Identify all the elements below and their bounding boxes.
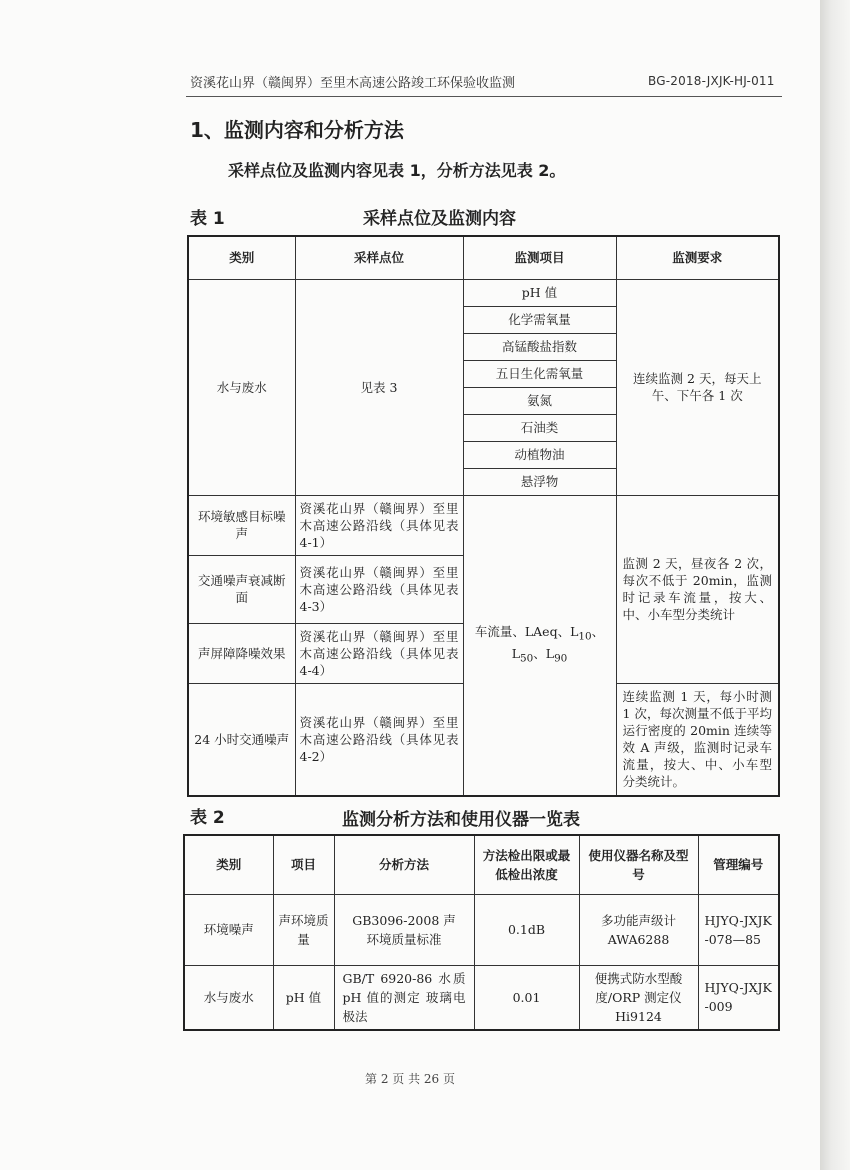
item-cell: 氨氮 — [463, 387, 616, 414]
point-cell: 资溪花山界（赣闽界）至里木高速公路沿线（具体见表 4-3） — [295, 555, 463, 623]
table-header-row — [188, 236, 779, 279]
point-cell: 资溪花山界（赣闽界）至里木高速公路沿线（具体见表 4-2） — [295, 683, 463, 796]
table2-number: 表 2 — [190, 808, 225, 828]
code-cell: HJYQ-JXJK-078—85 — [698, 894, 779, 965]
requirement-cell: 监测 2 天，昼夜各 2 次，每次不低于 20min，监测时记录车流量，按大、中、小车型分类统计 — [616, 495, 779, 683]
separator: 、 — [591, 623, 605, 639]
table-row — [188, 495, 779, 555]
table-row — [184, 894, 779, 965]
category-cell: 水与废水 — [184, 965, 273, 1030]
table1-title: 采样点位及监测内容 — [363, 209, 516, 229]
point-cell: 资溪花山界（赣闽界）至里木高速公路沿线（具体见表 4-4） — [295, 623, 463, 683]
item-cell: 五日生化需氧量 — [463, 360, 616, 387]
method-cell: GB3096-2008 声环境质量标准 — [334, 894, 474, 965]
table-row — [188, 279, 779, 306]
subscript: 50 — [520, 652, 534, 665]
noise-item-cell — [463, 495, 616, 796]
table-row — [184, 965, 779, 1030]
col-header: 使用仪器名称及型号 — [579, 835, 698, 894]
requirement-cell: 连续监测 2 天，每天上午、下午各 1 次 — [616, 279, 779, 495]
noise-item-text: 车流量、LAeq、L — [474, 623, 579, 639]
table2-title: 监测分析方法和使用仪器一览表 — [342, 810, 580, 830]
item-cell: 化学需氧量 — [463, 306, 616, 333]
page-footer: 第 2 页 共 26 页 — [365, 1072, 455, 1086]
item-cell: 动植物油 — [463, 441, 616, 468]
item-cell: 悬浮物 — [463, 468, 616, 495]
item-cell: 高锰酸盐指数 — [463, 333, 616, 360]
point-cell: 见表 3 — [295, 279, 463, 495]
table1-number: 表 1 — [190, 209, 225, 229]
scan-edge — [820, 0, 850, 1170]
category-cell: 声屏障降噪效果 — [188, 623, 295, 683]
header-doc-code: BG-2018-JXJK-HJ-011 — [648, 74, 775, 88]
table-header-row — [184, 835, 779, 894]
subscript: 90 — [554, 652, 568, 665]
category-cell: 24 小时交通噪声 — [188, 683, 295, 796]
noise-item-text: L — [511, 646, 520, 662]
category-cell: 交通噪声衰减断面 — [188, 555, 295, 623]
limit-cell: 0.01 — [474, 965, 579, 1030]
sampling-table — [187, 235, 780, 797]
methods-table — [183, 834, 780, 1031]
limit-cell: 0.1dB — [474, 894, 579, 965]
item-cell: 声环境质量 — [273, 894, 334, 965]
header-title: 资溪花山界（赣闽界）至里木高速公路竣工环保验收监测 — [190, 76, 516, 91]
item-cell: pH 值 — [273, 965, 334, 1030]
col-header: 采样点位 — [295, 236, 463, 279]
category-cell: 水与废水 — [188, 279, 295, 495]
noise-item-text: 、L — [533, 646, 555, 662]
col-header: 管理编号 — [698, 835, 779, 894]
instrument-cell: 多功能声级计 AWA6288 — [579, 894, 698, 965]
requirement-cell: 连续监测 1 天，每小时测 1 次，每次测量不低于平均运行密度的 20min 连续等效 A 声级，监测时记录车流量，按大、中、小车型分类统计。 — [616, 683, 779, 796]
col-header: 监测项目 — [463, 236, 616, 279]
item-cell: pH 值 — [463, 279, 616, 306]
subscript: 10 — [578, 630, 592, 643]
col-header: 方法检出限或最低检出浓度 — [474, 835, 579, 894]
method-cell: GB/T 6920-86 水质 pH 值的测定 玻璃电极法 — [334, 965, 474, 1030]
col-header: 分析方法 — [334, 835, 474, 894]
col-header: 类别 — [184, 835, 273, 894]
intro-text: 采样点位及监测内容见表 1，分析方法见表 2。 — [228, 161, 566, 180]
instrument-cell: 便携式防水型酸度/ORP 测定仪 Hi9124 — [579, 965, 698, 1030]
code-cell: HJYQ-JXJK-009 — [698, 965, 779, 1030]
header-rule — [186, 96, 782, 97]
category-cell: 环境噪声 — [184, 894, 273, 965]
col-header: 类别 — [188, 236, 295, 279]
point-cell: 资溪花山界（赣闽界）至里木高速公路沿线（具体见表 4-1） — [295, 495, 463, 555]
item-cell: 石油类 — [463, 414, 616, 441]
col-header: 项目 — [273, 835, 334, 894]
category-cell: 环境敏感目标噪声 — [188, 495, 295, 555]
section-title: 1、监测内容和分析方法 — [190, 118, 404, 142]
col-header: 监测要求 — [616, 236, 779, 279]
